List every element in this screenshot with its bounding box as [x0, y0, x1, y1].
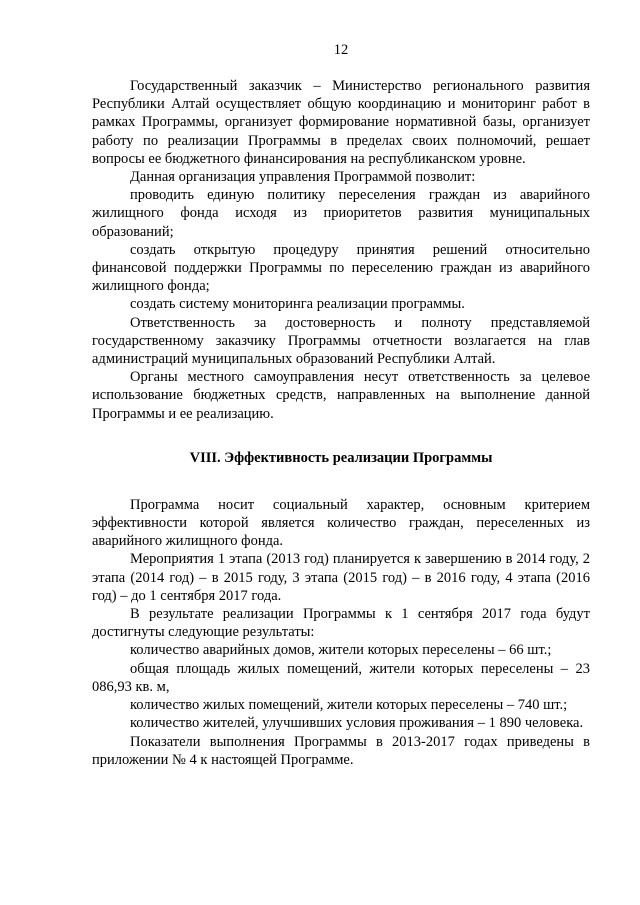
- paragraph-local-government: Органы местного самоуправления несут ответственность за целевое использование бюджетных средств, направленных на выполнение данной Программы и ее реализацию.: [92, 369, 590, 422]
- paragraph-monitoring-system: создать систему мониторинга реализации программы.: [130, 296, 465, 313]
- paragraph-social-character: Программа носит социальный характер, основным критерием эффективности которой является количество граждан, переселенных из аварийного жилищного фонда.: [92, 496, 590, 550]
- paragraph-open-procedure: создать открытую процедуру принятия решений относительно финансовой поддержки Программы по переселению граждан из аварийного жилищного фонда;: [92, 241, 590, 295]
- paragraph-state-customer: Государственный заказчик – Министерство регионального развития Республики Алтай осуществляет общую координацию и мониторинг работ в рамках Программы, организует формирование нормативной базы, организует работу по реализации Программы в пределах своих полномочий, решает вопросы ее бюджетного финансирования на республиканском уровне.: [92, 78, 590, 167]
- paragraph-management-allows: Данная организация управления Программой позволит:: [130, 169, 476, 186]
- paragraph-results-intro: В результате реализации Программы к 1 сентября 2017 года будут достигнуты следующие результаты:: [92, 606, 590, 641]
- paragraph-stages: Мероприятия 1 этапа (2013 год) планируется к завершению в 2014 году, 2 этапа (2014 год) – в 2015 году, 3 этапа (2015 год) – в 2016 году, 4 этапа (2016 год) – до 1 сентября 2017 года.: [92, 551, 590, 604]
- paragraph-unified-policy: проводить единую политику переселения граждан из аварийного жилищного фонда исходя из приоритетов развития муниципальных образований;: [92, 187, 590, 240]
- result-item-area: общая площадь жилых помещений, жители которых переселены – 23 086,93 кв. м,: [92, 660, 590, 695]
- page-number: 12: [333, 42, 349, 58]
- paragraph-indicators: Показатели выполнения Программы в 2013-2017 годах приведены в приложении № 4 к настоящей Программе.: [92, 733, 590, 768]
- result-item-houses: количество аварийных домов, жители которых переселены – 66 шт.;: [130, 642, 552, 659]
- section-heading: VIII. Эффективность реализации Программы: [189, 449, 493, 466]
- result-item-residents: количество жителей, улучшивших условия проживания – 1 890 человека.: [130, 715, 584, 732]
- result-item-dwellings: количество жилых помещений, жители которых переселены – 740 шт.;: [130, 697, 568, 714]
- paragraph-responsibility: Ответственность за достоверность и полноту представляемой государственному заказчику Программы отчетности возлагается на глав администраций муниципальных образований Республики Алтай.: [92, 314, 590, 368]
